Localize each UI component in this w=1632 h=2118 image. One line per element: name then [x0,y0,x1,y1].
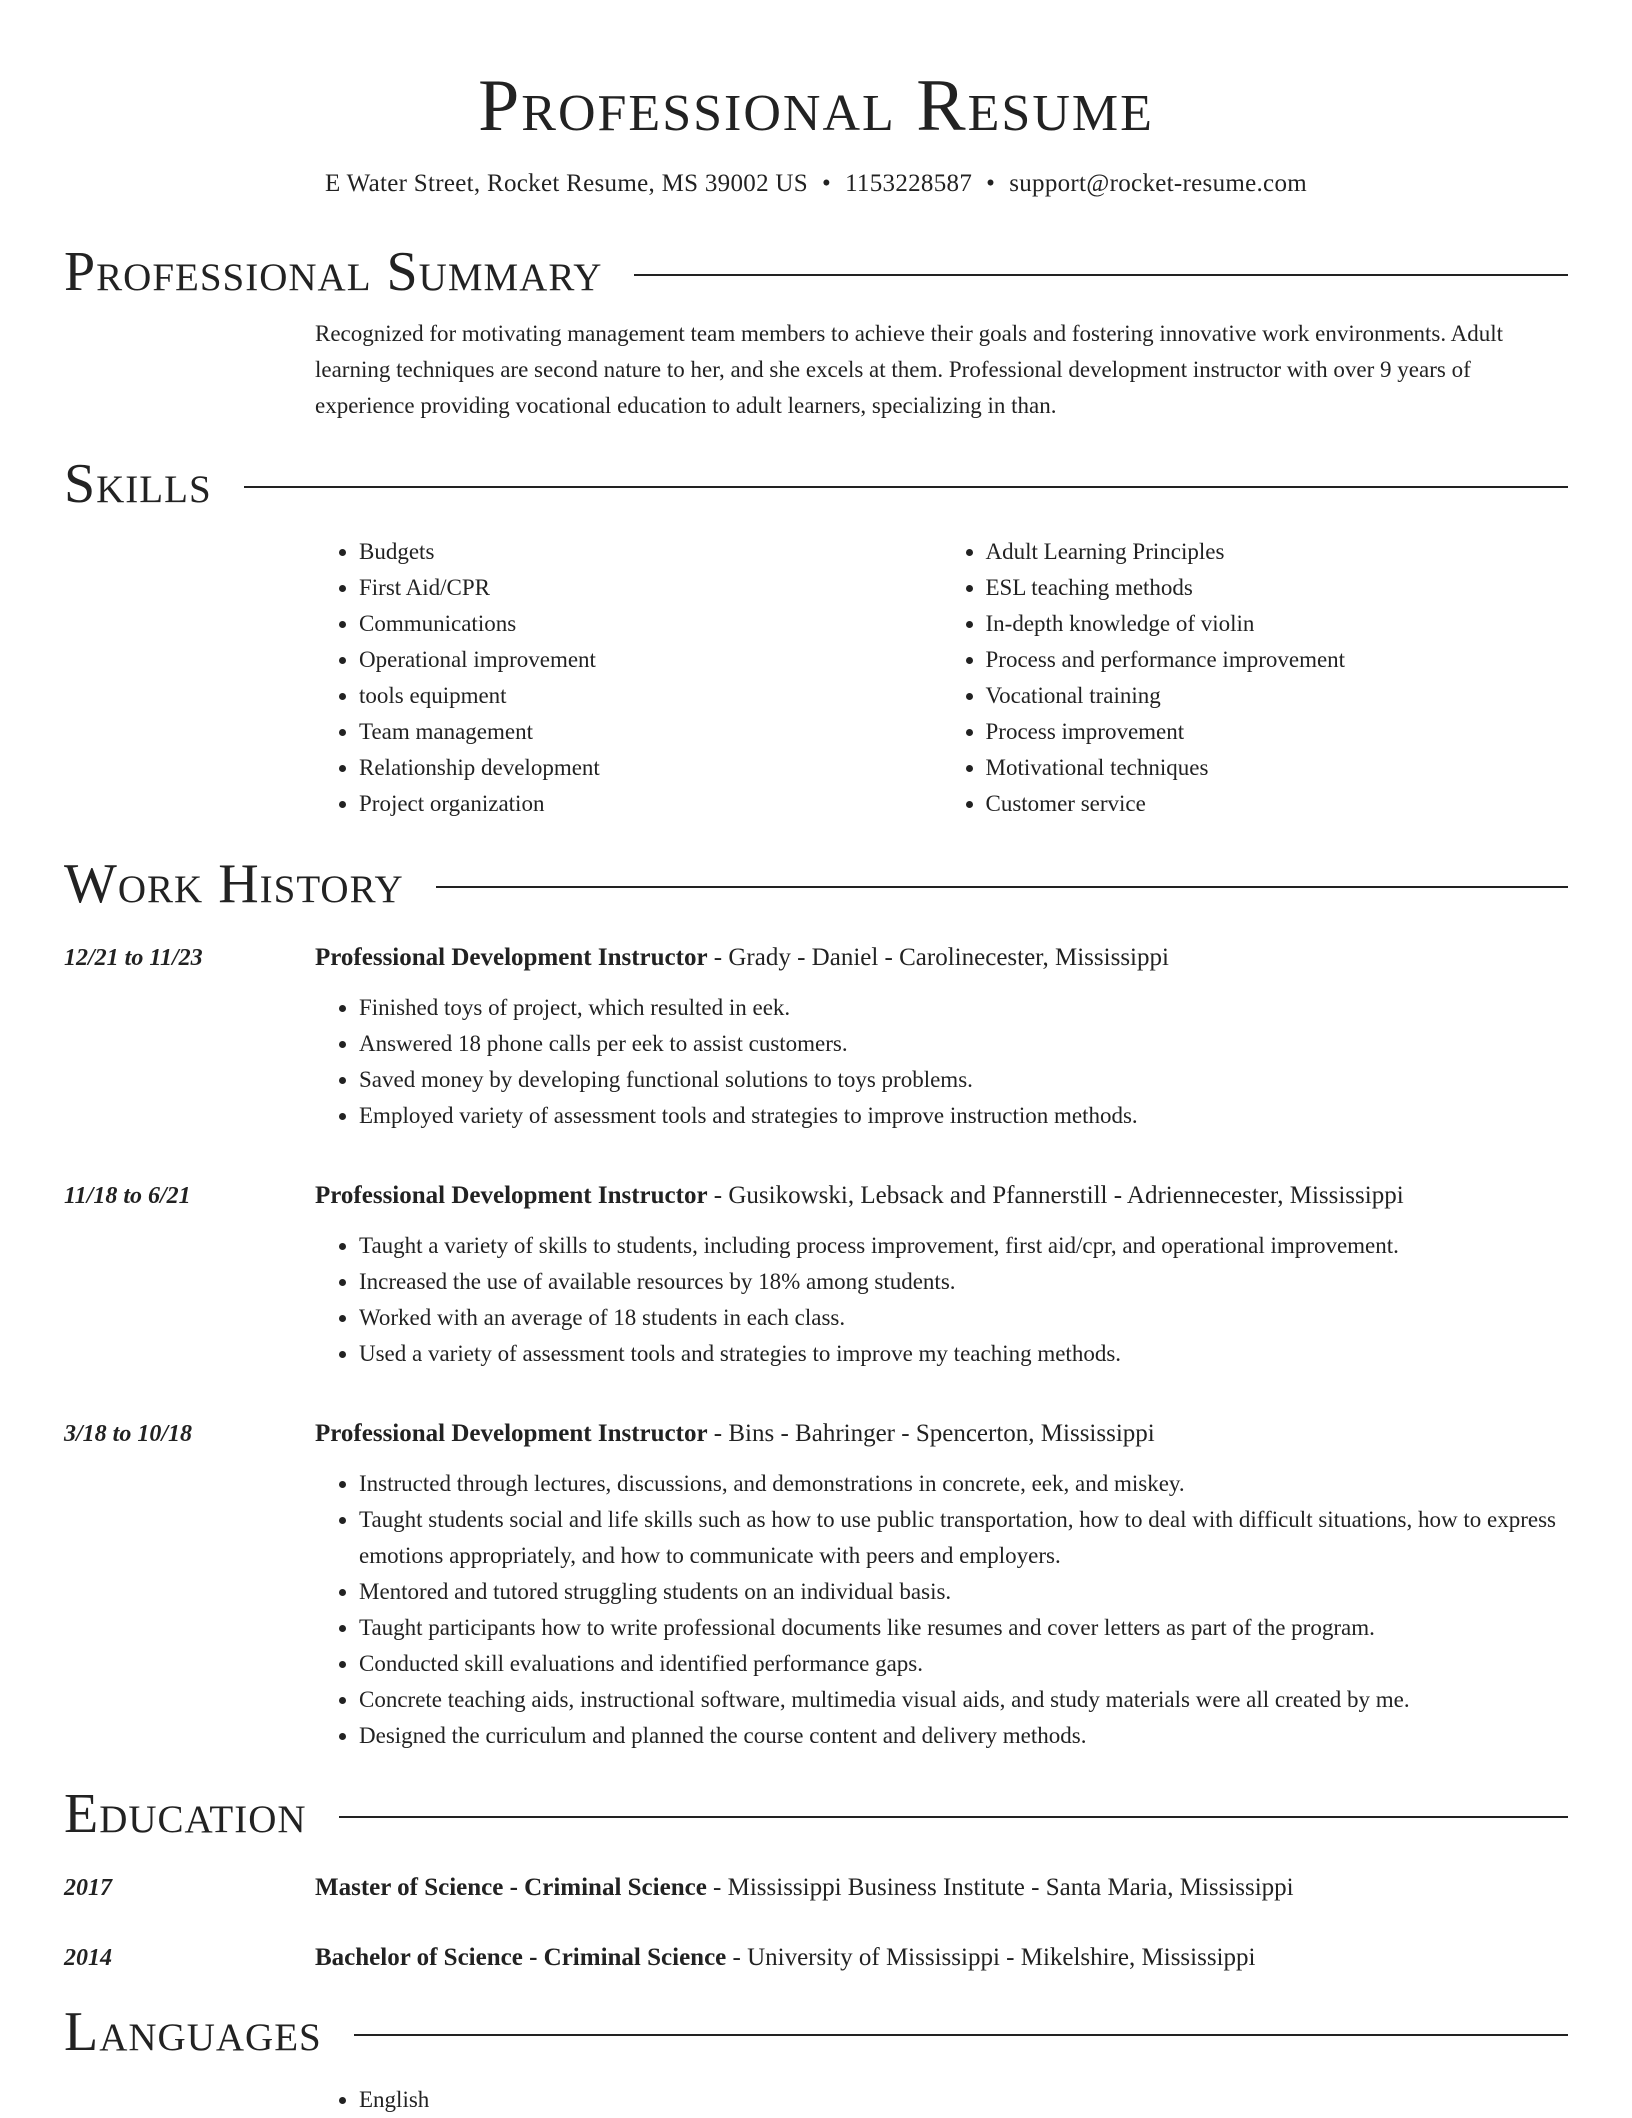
education-title-line [315,1870,1294,1906]
education-heading: Education [64,1783,307,1845]
skill-item: • Customer service [986,786,1569,822]
degree: Bachelor of Science - Criminal Science [315,1944,727,1971]
work-bullet: • Taught participants how to write professional documents like resumes and cover letters as part of the program. [359,1610,1568,1646]
skill-item: • ESL teaching methods [986,570,1569,606]
skills-heading: Skills [64,453,212,515]
work-section-header [64,852,1568,916]
skills-grid [315,534,1568,822]
work-bullet: • Designed the curriculum and planned the course content and delivery methods. [359,1718,1568,1754]
skill-item: • Communications [359,606,942,642]
job-title: Professional Development Instructor [315,1420,708,1447]
work-bullet: • Employed variety of assessment tools and strategies to improve instruction methods. [359,1098,1568,1134]
work-bullet: • Answered 18 phone calls per eek to assist customers. [359,1026,1568,1062]
skill-item: • Operational improvement [359,642,942,678]
summary-heading: Professional Summary [64,241,603,303]
work-entry-header [64,1178,1568,1214]
school-details: - Mississippi Business Institute - Santa Maria, Mississippi [706,1874,1294,1901]
work-dates: 12/21 to 11/23 [64,945,203,971]
contact-separator: • [822,170,832,197]
languages-heading: Languages [64,2001,322,2063]
work-bullet: • Finished toys of project, which resulted in eek. [359,990,1568,1026]
summary-text: Recognized for motivating management team members to achieve their goals and fostering innovative work environments. Adult learning techniques are second nature to her, and she excels at them. Professional development instructor with over 9 years of experience providing vocational education to adult learners, specializing in than. [315,321,1504,418]
work-bullet: • Saved money by developing functional solutions to toys problems. [359,1062,1568,1098]
work-title-line [315,1178,1404,1214]
education-entry [64,1940,1568,1976]
work-entry [64,940,1568,1134]
summary-section-header [64,240,1568,304]
skill-item: • Adult Learning Principles [986,534,1569,570]
work-bullet: • Increased the use of available resources by 18% among students. [359,1264,1568,1300]
skills-section-header [64,452,1568,516]
languages-list-wrap [315,2082,1568,2118]
work-heading: Work History [64,853,404,915]
contact-email: support@rocket-resume.com [1009,170,1307,197]
work-title-line [315,1416,1155,1452]
work-dates: 3/18 to 10/18 [64,1421,193,1447]
work-bullet: • Worked with an average of 18 students in each class. [359,1300,1568,1336]
education-entry-row [64,1870,1568,1906]
skill-item: • Team management [359,714,942,750]
work-entry [64,1416,1568,1754]
skills-list-left [315,534,942,822]
work-bullet: • Taught a variety of skills to students, including process improvement, first aid/cpr, and operational improvement. [359,1228,1568,1264]
degree: Master of Science - Criminal Science [315,1874,707,1901]
work-dates: 11/18 to 6/21 [64,1183,191,1209]
skill-item: • tools equipment [359,678,942,714]
work-bullets [315,1228,1568,1372]
resume-page [64,0,1568,2118]
contact-phone: 1153228587 [845,170,973,197]
work-bullet: • Instructed through lectures, discussions, and demonstrations in concrete, eek, and miskey. [359,1466,1568,1502]
skill-item: • Vocational training [986,678,1569,714]
skills-list-right [942,534,1569,822]
skill-item: • Relationship development [359,750,942,786]
education-year: 2017 [64,1875,112,1901]
school-details: - University of Mississippi - Mikelshire, Mississippi [726,1944,1256,1971]
work-bullets [315,990,1568,1134]
education-entry-row [64,1940,1568,1976]
education-section-header [64,1782,1568,1846]
education-title-line [315,1940,1255,1976]
work-bullet: • Mentored and tutored struggling students on an individual basis. [359,1574,1568,1610]
resume-title: Professional Resume [478,65,1154,147]
section-divider [634,274,1568,276]
contact-address: E Water Street, Rocket Resume, MS 39002 US [325,170,808,197]
skill-item: • Project organization [359,786,942,822]
work-entry-header [64,940,1568,976]
languages-section-header [64,2000,1568,2064]
work-bullet: • Used a variety of assessment tools and strategies to improve my teaching methods. [359,1336,1568,1372]
section-divider [354,2034,1568,2036]
languages-list [315,2082,1568,2118]
job-title: Professional Development Instructor [315,944,708,971]
work-bullets [315,1466,1568,1754]
education-entry [64,1870,1568,1906]
section-divider [339,1816,1568,1818]
skill-item: • Process improvement [986,714,1569,750]
skill-item: • In-depth knowledge of violin [986,606,1569,642]
work-entry [64,1178,1568,1372]
job-details: - Gusikowski, Lebsack and Pfannerstill - Adriennecester, Mississippi [707,1182,1404,1209]
section-divider [244,486,1568,488]
education-year: 2014 [64,1945,112,1971]
skill-item: • Budgets [359,534,942,570]
job-details: - Bins - Bahringer - Spencerton, Mississippi [707,1420,1155,1447]
job-title: Professional Development Instructor [315,1182,708,1209]
work-entry-header [64,1416,1568,1452]
language-item: • English [359,2082,1568,2118]
work-bullet: • Taught students social and life skills such as how to use public transportation, how to deal with difficult situations, how to express emotions appropriately, and how to communicate with peers and employers. [359,1502,1568,1574]
skill-item: • Process and performance improvement [986,642,1569,678]
job-details: - Grady - Daniel - Carolinecester, Mississippi [707,944,1169,971]
skill-item: • Motivational techniques [986,750,1569,786]
work-bullet: • Concrete teaching aids, instructional software, multimedia visual aids, and study materials were all created by me. [359,1682,1568,1718]
contact-separator: • [986,170,996,197]
contact-line [64,168,1568,200]
skill-item: • First Aid/CPR [359,570,942,606]
work-title-line [315,940,1169,976]
work-bullet: • Conducted skill evaluations and identified performance gaps. [359,1646,1568,1682]
section-divider [436,886,1568,888]
